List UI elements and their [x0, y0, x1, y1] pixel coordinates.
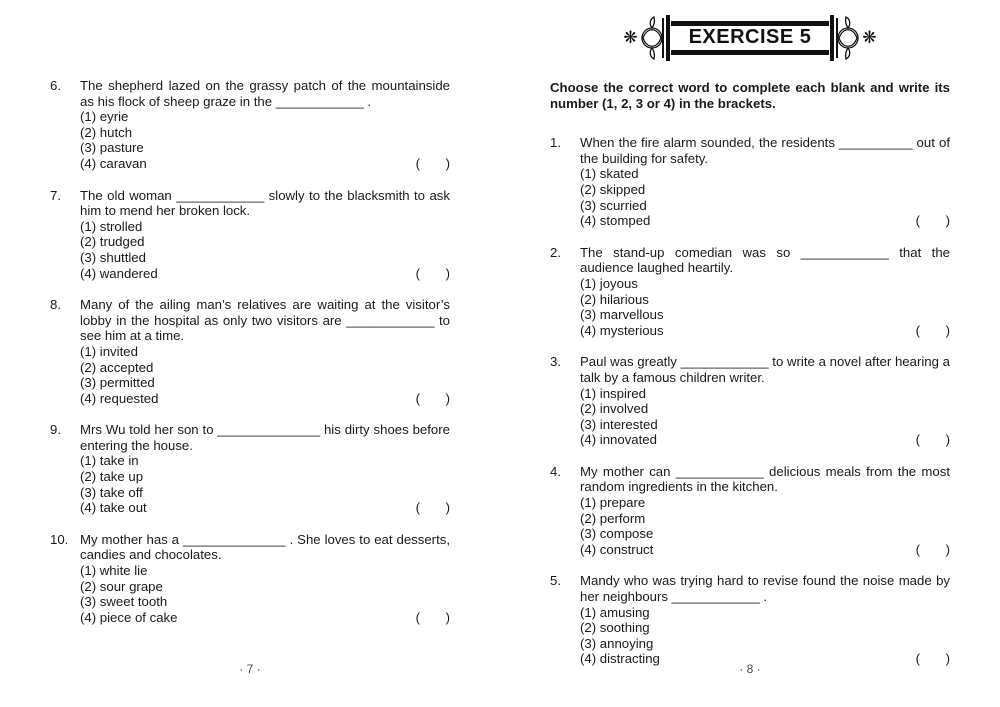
- answer-bracket: ( ): [415, 155, 450, 171]
- option-2: (2) perform: [580, 510, 646, 526]
- option-3: (3) pasture: [80, 140, 144, 156]
- left-page-column: [50, 78, 450, 641]
- question-number: 7.: [50, 187, 61, 203]
- question-number: 3.: [550, 354, 561, 370]
- question-number: 4.: [550, 463, 561, 479]
- option-2: (2) skipped: [580, 181, 646, 197]
- option-3: (3) sweet tooth: [80, 594, 168, 610]
- question-number: 2.: [550, 244, 561, 260]
- snowflake-ornament-icon: ❋: [862, 28, 877, 48]
- option-1: (1) invited: [80, 343, 138, 359]
- option-3: (3) annoying: [580, 635, 654, 651]
- option-4: (4) take out: [80, 500, 147, 516]
- question-5: [550, 573, 950, 667]
- option-4: (4) mysterious: [580, 322, 664, 338]
- question-text: My mother can ____________ delicious meals from the most random ingredients in the kitchen.: [580, 463, 950, 495]
- option-2: (2) accepted: [80, 359, 154, 375]
- question-text: Mandy who was trying hard to revise found the noise made by her neighbours ____________ .: [580, 573, 950, 605]
- option-1: (1) joyous: [580, 275, 638, 291]
- option-4: (4) piece of cake: [80, 609, 178, 625]
- question-text: Paul was greatly ____________ to write a novel after hearing a talk by a famous children writer.: [580, 354, 950, 385]
- option-3: (3) compose: [580, 526, 654, 542]
- question-9: [50, 422, 450, 516]
- question-2: [550, 245, 950, 339]
- question-text: The shepherd lazed on the grassy patch of the mountainside as his flock of sheep graze in the ____________ .: [80, 78, 450, 109]
- answer-bracket: ( ): [415, 500, 450, 516]
- instructions-text: Choose the correct word to complete each blank and write its number (1, 2, 3 or 4) in the brackets.: [550, 80, 950, 111]
- option-1: (1) amusing: [580, 604, 650, 620]
- option-row: [580, 213, 950, 229]
- option-3: (3) permitted: [80, 375, 155, 391]
- question-text: Many of the ailing man’s relatives are waiting at the visitor’s lobby in the hospital as only two visitors are ____________ to see him at a time.: [80, 297, 450, 344]
- option-3: (3) interested: [580, 416, 658, 432]
- answer-bracket: ( ): [915, 651, 950, 667]
- option-1: (1) eyrie: [80, 109, 129, 125]
- option-row: [80, 500, 450, 516]
- question-10: [50, 532, 450, 626]
- option-3: (3) shuttled: [80, 249, 146, 265]
- option-1: (1) prepare: [580, 495, 646, 511]
- answer-bracket: ( ): [915, 213, 950, 229]
- question-body: [580, 135, 950, 229]
- question-body: [80, 532, 450, 626]
- option-row: [80, 610, 450, 626]
- page-number-right: · 8 ·: [739, 662, 761, 676]
- question-text: Mrs Wu told her son to ______________ his dirty shoes before entering the house.: [80, 422, 450, 453]
- question-3: [550, 354, 950, 448]
- option-2: (2) sour grape: [80, 578, 163, 594]
- option-4: (4) wandered: [80, 265, 158, 281]
- question-8: [50, 297, 450, 406]
- question-number: 8.: [50, 297, 61, 313]
- question-body: [80, 188, 450, 282]
- option-row: [80, 391, 450, 407]
- question-body: [580, 573, 950, 667]
- page-number-left: · 7 ·: [239, 662, 261, 676]
- answer-bracket: ( ): [915, 541, 950, 557]
- option-row: [80, 156, 450, 172]
- option-1: (1) take in: [80, 453, 139, 469]
- question-body: [80, 78, 450, 172]
- option-2: (2) soothing: [580, 620, 650, 636]
- option-4: (4) stomped: [580, 213, 651, 229]
- exercise-title: EXERCISE 5: [671, 21, 830, 55]
- option-3: (3) marvellous: [580, 307, 664, 323]
- option-1: (1) white lie: [80, 563, 148, 579]
- question-number: 5.: [550, 573, 561, 589]
- question-body: [580, 464, 950, 558]
- question-body: [580, 245, 950, 339]
- answer-bracket: ( ): [415, 609, 450, 625]
- answer-bracket: ( ): [915, 322, 950, 338]
- option-2: (2) involved: [580, 401, 649, 417]
- option-4: (4) requested: [80, 390, 159, 406]
- question-number: 6.: [50, 78, 61, 93]
- flourish-ornament-icon: [829, 14, 861, 62]
- option-2: (2) hutch: [80, 124, 133, 140]
- flourish-ornament-icon: [639, 14, 671, 62]
- option-row: [80, 266, 450, 282]
- option-3: (3) scurried: [580, 197, 647, 213]
- option-4: (4) construct: [580, 541, 654, 557]
- option-2: (2) trudged: [80, 234, 145, 250]
- option-4: (4) caravan: [80, 155, 147, 171]
- question-number: 1.: [550, 135, 561, 151]
- question-4: [550, 464, 950, 558]
- question-number: 9.: [50, 422, 61, 438]
- option-2: (2) hilarious: [580, 291, 649, 307]
- question-body: [580, 354, 950, 448]
- question-1: [550, 135, 950, 229]
- option-3: (3) take off: [80, 484, 143, 500]
- option-1: (1) inspired: [580, 385, 646, 401]
- question-text: When the fire alarm sounded, the residents __________ out of the building for safety.: [580, 135, 950, 166]
- option-4: (4) distracting: [580, 651, 660, 667]
- option-4: (4) innovated: [580, 432, 657, 448]
- answer-bracket: ( ): [915, 432, 950, 448]
- right-page-column: [550, 13, 950, 683]
- answer-bracket: ( ): [415, 265, 450, 281]
- option-row: [580, 432, 950, 448]
- question-6: [50, 78, 450, 172]
- option-1: (1) skated: [580, 166, 639, 182]
- option-2: (2) take up: [80, 469, 144, 485]
- option-1: (1) strolled: [80, 218, 143, 234]
- question-number: 10.: [50, 531, 69, 547]
- question-body: [80, 297, 450, 406]
- answer-bracket: ( ): [415, 390, 450, 406]
- question-7: [50, 188, 450, 282]
- snowflake-ornament-icon: ❋: [623, 28, 638, 48]
- option-row: [580, 542, 950, 558]
- option-row: [580, 323, 950, 339]
- exercise-banner: [550, 13, 950, 63]
- question-text: My mother has a ______________ . She loves to eat desserts, candies and chocolates.: [80, 531, 450, 563]
- question-body: [80, 422, 450, 516]
- question-text: The stand-up comedian was so ____________ that the audience laughed heartily.: [580, 244, 950, 276]
- question-text: The old woman ____________ slowly to the blacksmith to ask him to mend her broken lock.: [80, 187, 450, 219]
